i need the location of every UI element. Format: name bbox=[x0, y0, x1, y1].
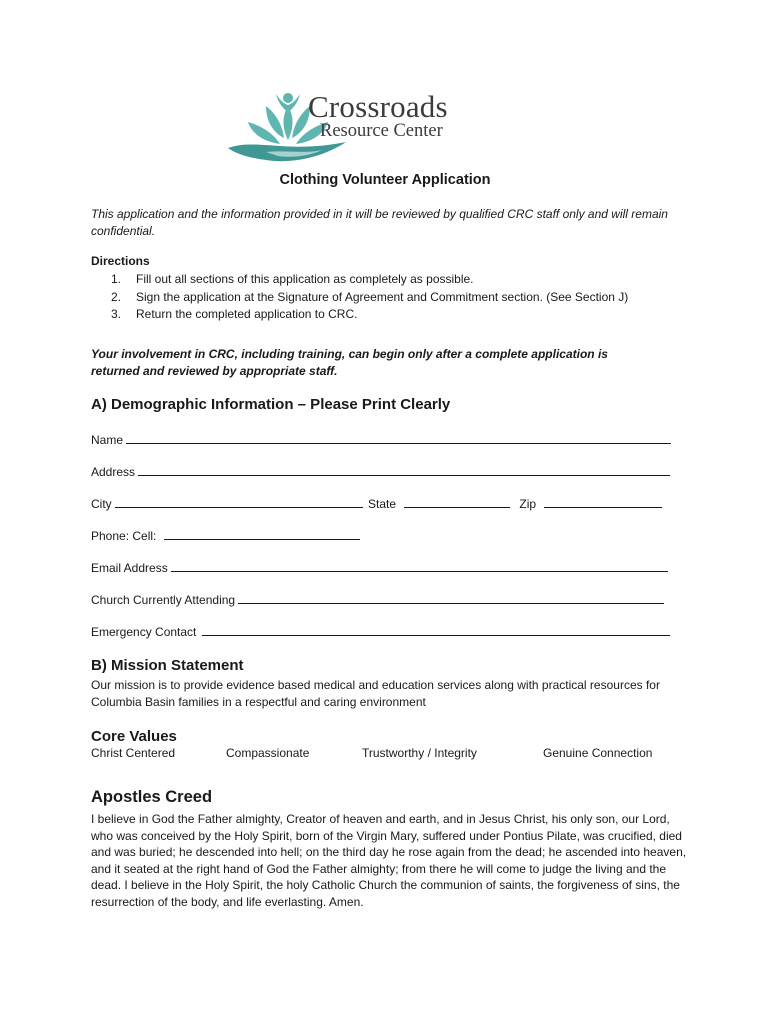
list-item: 2. Sign the application at the Signature of Agreement and Commitment section. (See Section J) bbox=[111, 289, 629, 304]
core-values-heading: Core Values bbox=[91, 728, 177, 745]
list-item: 1. Fill out all sections of this application as completely as possible. bbox=[111, 272, 474, 286]
address-input-line[interactable] bbox=[138, 463, 670, 476]
address-field bbox=[91, 463, 670, 479]
email-field bbox=[91, 559, 668, 575]
creed-text: I believe in God the Father almighty, Creator of heaven and earth, and in Jesus Christ, his only son, our Lord, who was conceived by the Holy Spirit, born of the Virgin Mary, suffered under Pontius Pilate, was crucified, died and was buried; he descended into hell; on the third day he rose again from the dead; he ascended into heaven, and it seated at the right hand of God the Father almighty; from there he will come to judge the living and the dead. I believe in the Holy Spirit, the holy Catholic Church the communion of saints, the forgiveness of sins, the resurrection of the body, and life everlasting. Amen. bbox=[91, 812, 687, 909]
notice-text: Your involvement in CRC, including training, can begin only after a complete application is returned and reviewed by appropriate staff. bbox=[91, 347, 608, 378]
name-label: Name bbox=[91, 433, 124, 447]
logo-title: Crossroads bbox=[308, 89, 448, 124]
name-input-line[interactable] bbox=[126, 431, 671, 444]
state-label: State bbox=[368, 497, 397, 511]
intro-text: This application and the information provided in it will be reviewed by qualified CRC staff only and will remain confidential. bbox=[91, 207, 668, 238]
email-label: Email Address bbox=[91, 561, 168, 575]
email-input-line[interactable] bbox=[171, 559, 668, 572]
core-value-item: Christ Centered bbox=[91, 746, 176, 760]
city-input-line[interactable] bbox=[115, 495, 363, 508]
church-field bbox=[91, 591, 664, 607]
phone-field bbox=[91, 527, 360, 543]
city-label: City bbox=[91, 497, 112, 511]
address-label: Address bbox=[91, 465, 136, 479]
zip-input-line[interactable] bbox=[544, 495, 662, 508]
core-value-item: Compassionate bbox=[226, 746, 310, 760]
creed-heading: Apostles Creed bbox=[91, 788, 213, 806]
list-item: 3. Return the completed application to CRC. bbox=[111, 307, 358, 321]
section-b-heading: B) Mission Statement bbox=[91, 657, 244, 674]
name-field bbox=[91, 431, 671, 447]
city-state-zip-row bbox=[91, 495, 662, 511]
phone-label: Phone: Cell: bbox=[91, 529, 157, 543]
church-input-line[interactable] bbox=[238, 591, 664, 604]
logo-subtitle: Resource Center bbox=[320, 121, 443, 141]
zip-label: Zip bbox=[519, 497, 537, 511]
page-title: Clothing Volunteer Application bbox=[279, 172, 491, 188]
emergency-contact-field bbox=[91, 623, 670, 639]
phone-input-line[interactable] bbox=[164, 527, 360, 540]
church-label: Church Currently Attending bbox=[91, 593, 236, 607]
directions-heading: Directions bbox=[91, 254, 150, 268]
state-input-line[interactable] bbox=[404, 495, 510, 508]
section-a-heading: A) Demographic Information – Please Print Clearly bbox=[91, 396, 451, 413]
core-value-item: Trustworthy / Integrity bbox=[362, 746, 477, 760]
core-value-item: Genuine Connection bbox=[543, 746, 653, 760]
emergency-label: Emergency Contact bbox=[91, 625, 197, 639]
emergency-input-line[interactable] bbox=[202, 623, 670, 636]
directions-list bbox=[111, 271, 628, 324]
mission-text: Our mission is to provide evidence based medical and education services along with practical resources for Columbia Basin families in a respectful and caring environment bbox=[91, 678, 660, 709]
